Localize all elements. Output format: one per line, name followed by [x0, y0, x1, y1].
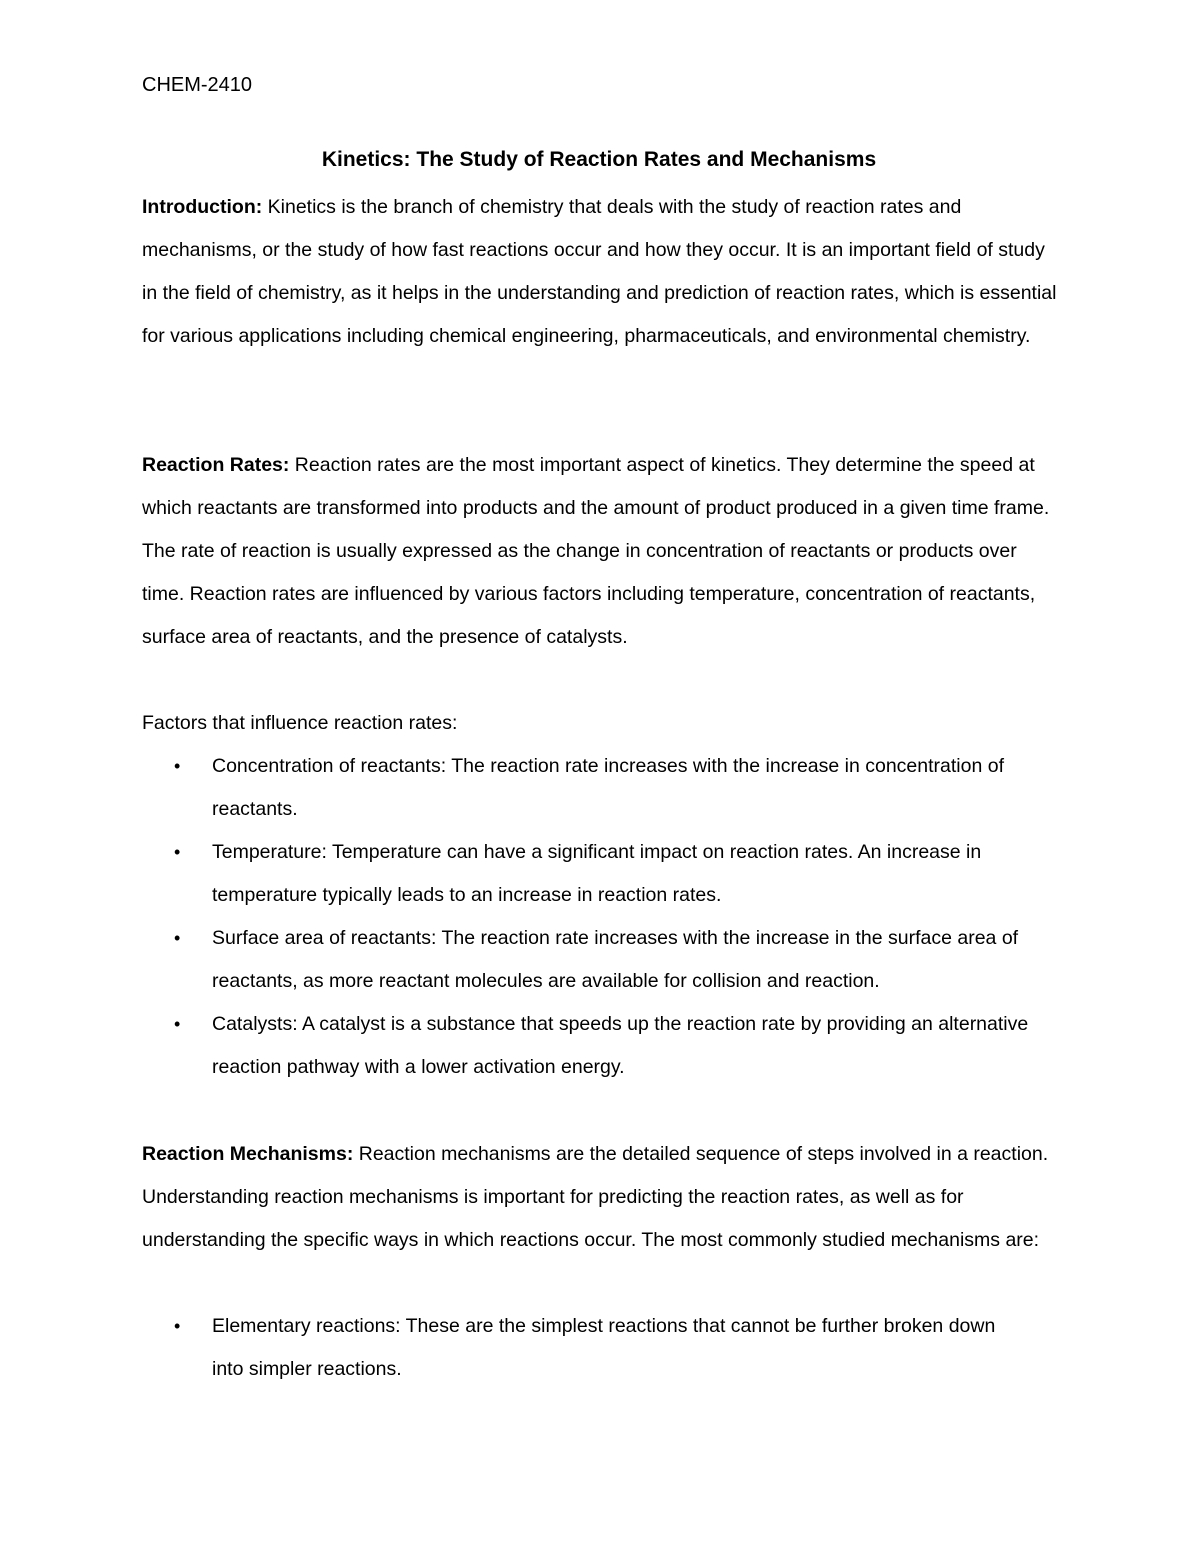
factors-heading: Factors that influence reaction rates:: [142, 712, 458, 734]
bullet-icon: •: [174, 842, 181, 862]
introduction-label: Introduction:: [142, 196, 263, 218]
reaction-rates-text: Reaction rates are the most important aspect of kinetics. They determine the speed at which reactants are transformed into products and the amount of product produced in a given time frame. The rate of reaction is usually expressed as the change in concentration of reactants or products over time. Reaction rates are influenced by various factors including temperature, concentration of reactants, surface area of reactants, and the presence of catalysts.: [142, 454, 1050, 648]
reaction-mechanisms-paragraph: [142, 1133, 1060, 1262]
introduction-paragraph: [142, 186, 1060, 358]
list-item-text: Elementary reactions: These are the simplest reactions that cannot be further broken down into simpler reactions.: [212, 1315, 996, 1380]
document-title: Kinetics: The Study of Reaction Rates and Mechanisms: [321, 148, 877, 171]
list-item: [142, 1003, 1032, 1089]
list-item-text: Concentration of reactants: The reaction rate increases with the increase in concentration of reactants.: [212, 755, 1004, 820]
bullet-icon: •: [174, 756, 181, 776]
list-item: [142, 917, 1032, 1003]
bullet-icon: •: [174, 1014, 181, 1034]
reaction-rates-paragraph: [142, 444, 1060, 659]
introduction-text: Kinetics is the branch of chemistry that deals with the study of reaction rates and mechanisms, or the study of how fast reactions occur and how they occur. It is an important field of study in the field of chemistry, as it helps in the understanding and prediction of reaction rates, which is essential for various applications including chemical engineering, pharmaceuticals, and environmental chemistry.: [142, 196, 1057, 347]
course-code: CHEM-2410: [142, 74, 253, 96]
bullet-icon: •: [174, 1316, 181, 1336]
reaction-rates-label: Reaction Rates:: [142, 454, 290, 476]
list-item-text: Catalysts: A catalyst is a substance that speeds up the reaction rate by providing an alternative reaction pathway with a lower activation energy.: [212, 1013, 1029, 1078]
reaction-mechanisms-text: Reaction mechanisms are the detailed sequence of steps involved in a reaction. Understanding reaction mechanisms is important for predicting the reaction rates, as well as for understanding the specific ways in which reactions occur. The most commonly studied mechanisms are:: [142, 1143, 1049, 1251]
list-item-text: Temperature: Temperature can have a significant impact on reaction rates. An increase in temperature typically leads to an increase in reaction rates.: [212, 841, 982, 906]
factors-list: [142, 745, 1060, 1089]
bullet-icon: •: [174, 928, 181, 948]
list-item-text: Surface area of reactants: The reaction rate increases with the increase in the surface area of reactants, as more reactant molecules are available for collision and reaction.: [212, 927, 1019, 992]
list-item: [142, 745, 1032, 831]
list-item: [142, 1305, 1032, 1391]
reaction-mechanisms-label: Reaction Mechanisms:: [142, 1143, 354, 1165]
list-item: [142, 831, 1032, 917]
mechanisms-list: [142, 1305, 1060, 1391]
